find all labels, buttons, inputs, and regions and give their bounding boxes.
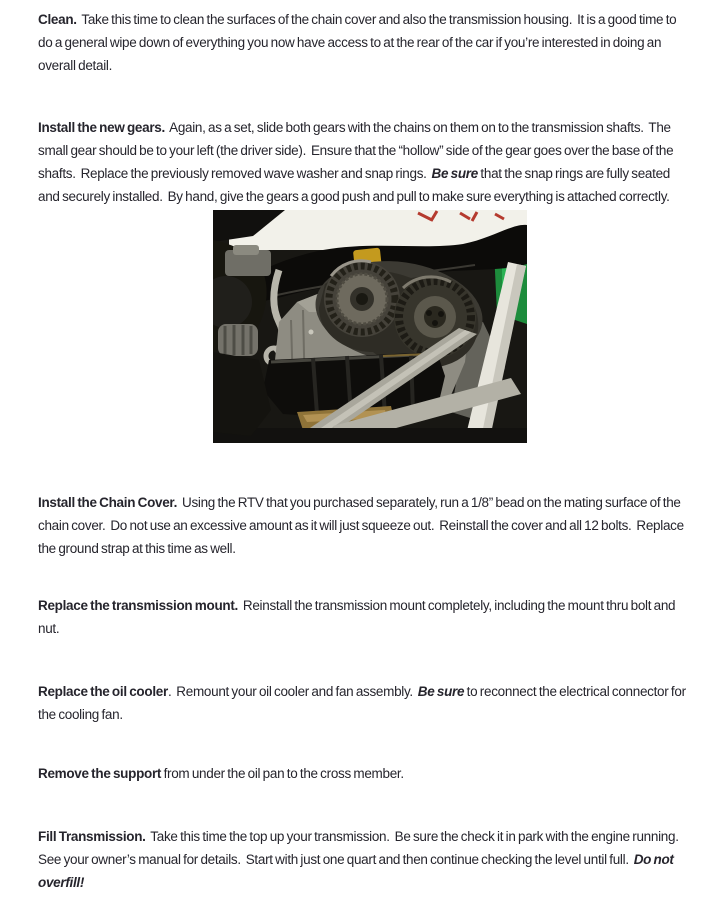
engine-photo-image (213, 210, 527, 443)
paragraph-install-gears-body1: Again, as a set, slide both gears with the chains on them on to the transmission shafts. The small gear should be to your left (the driver side). Ensure that the “hollow” side of the gear goes over the base of the shafts. Replace the previously removed wave washer and snap rings. (38, 120, 676, 181)
paragraph-replace-mount-body: Reinstall the transmission mount completely, including the mount thru bolt and nut. (38, 598, 678, 636)
paragraph-fill-transmission-lead: Fill Transmission. (38, 829, 146, 844)
paragraph-install-gears-lead: Install the new gears. (38, 120, 165, 135)
paragraph-install-gears-body2: that the snap rings are fully seated and securely installed. By hand, give the gears a good push and pull to make sure everything is attached correctly. (38, 166, 673, 204)
paragraph-replace-oil-cooler (38, 680, 689, 726)
paragraph-install-gears-emphasis: Be sure (431, 166, 478, 181)
paragraph-fill-transmission-emphasis: Do not overfill! (38, 852, 677, 890)
paragraph-replace-mount-lead: Replace the transmission mount. (38, 598, 238, 613)
paragraph-clean (38, 8, 686, 77)
paragraph-remove-support-lead: Remove the support (38, 766, 162, 781)
paragraph-fill-transmission-body1: Take this time the top up your transmission. Be sure the check it in park with the engine running. See your owner’s manual for details. Start with just one quart and then continue checking the level until full. (38, 829, 684, 867)
paragraph-replace-mount (38, 594, 686, 640)
paragraph-install-chain-cover (38, 491, 686, 560)
engine-photo (213, 210, 527, 443)
paragraph-clean-lead: Clean. (38, 12, 77, 27)
paragraph-replace-oil-cooler-emphasis: Be sure (417, 684, 465, 699)
paragraph-install-gears (38, 116, 686, 208)
paragraph-clean-body: Take this time to clean the surfaces of the chain cover and also the transmission housing. It is a good time to do a general wipe down of everything you now have access to at the rear of the car if you’re interested in doing an overall detail. (38, 12, 679, 73)
paragraph-replace-oil-cooler-lead: Replace the oil cooler (38, 684, 168, 699)
paragraph-replace-oil-cooler-body2: to reconnect the electrical connector for the cooling fan. (38, 684, 689, 722)
paragraph-replace-oil-cooler-body1: . Remount your oil cooler and fan assembly. (167, 684, 418, 699)
paragraph-remove-support-body: from under the oil pan to the cross member. (161, 766, 404, 781)
paragraph-fill-transmission (38, 825, 686, 894)
paragraph-install-chain-cover-body: Using the RTV that you purchased separately, run a 1/8” bead on the mating surface of the chain cover. Do not use an excessive amount as it will just squeeze out. Reinstall the cover and all 12 bolts. Replace the ground strap at this time as well. (38, 495, 687, 556)
paragraph-install-chain-cover-lead: Install the Chain Cover. (38, 495, 178, 510)
paragraph-remove-support (38, 762, 686, 785)
